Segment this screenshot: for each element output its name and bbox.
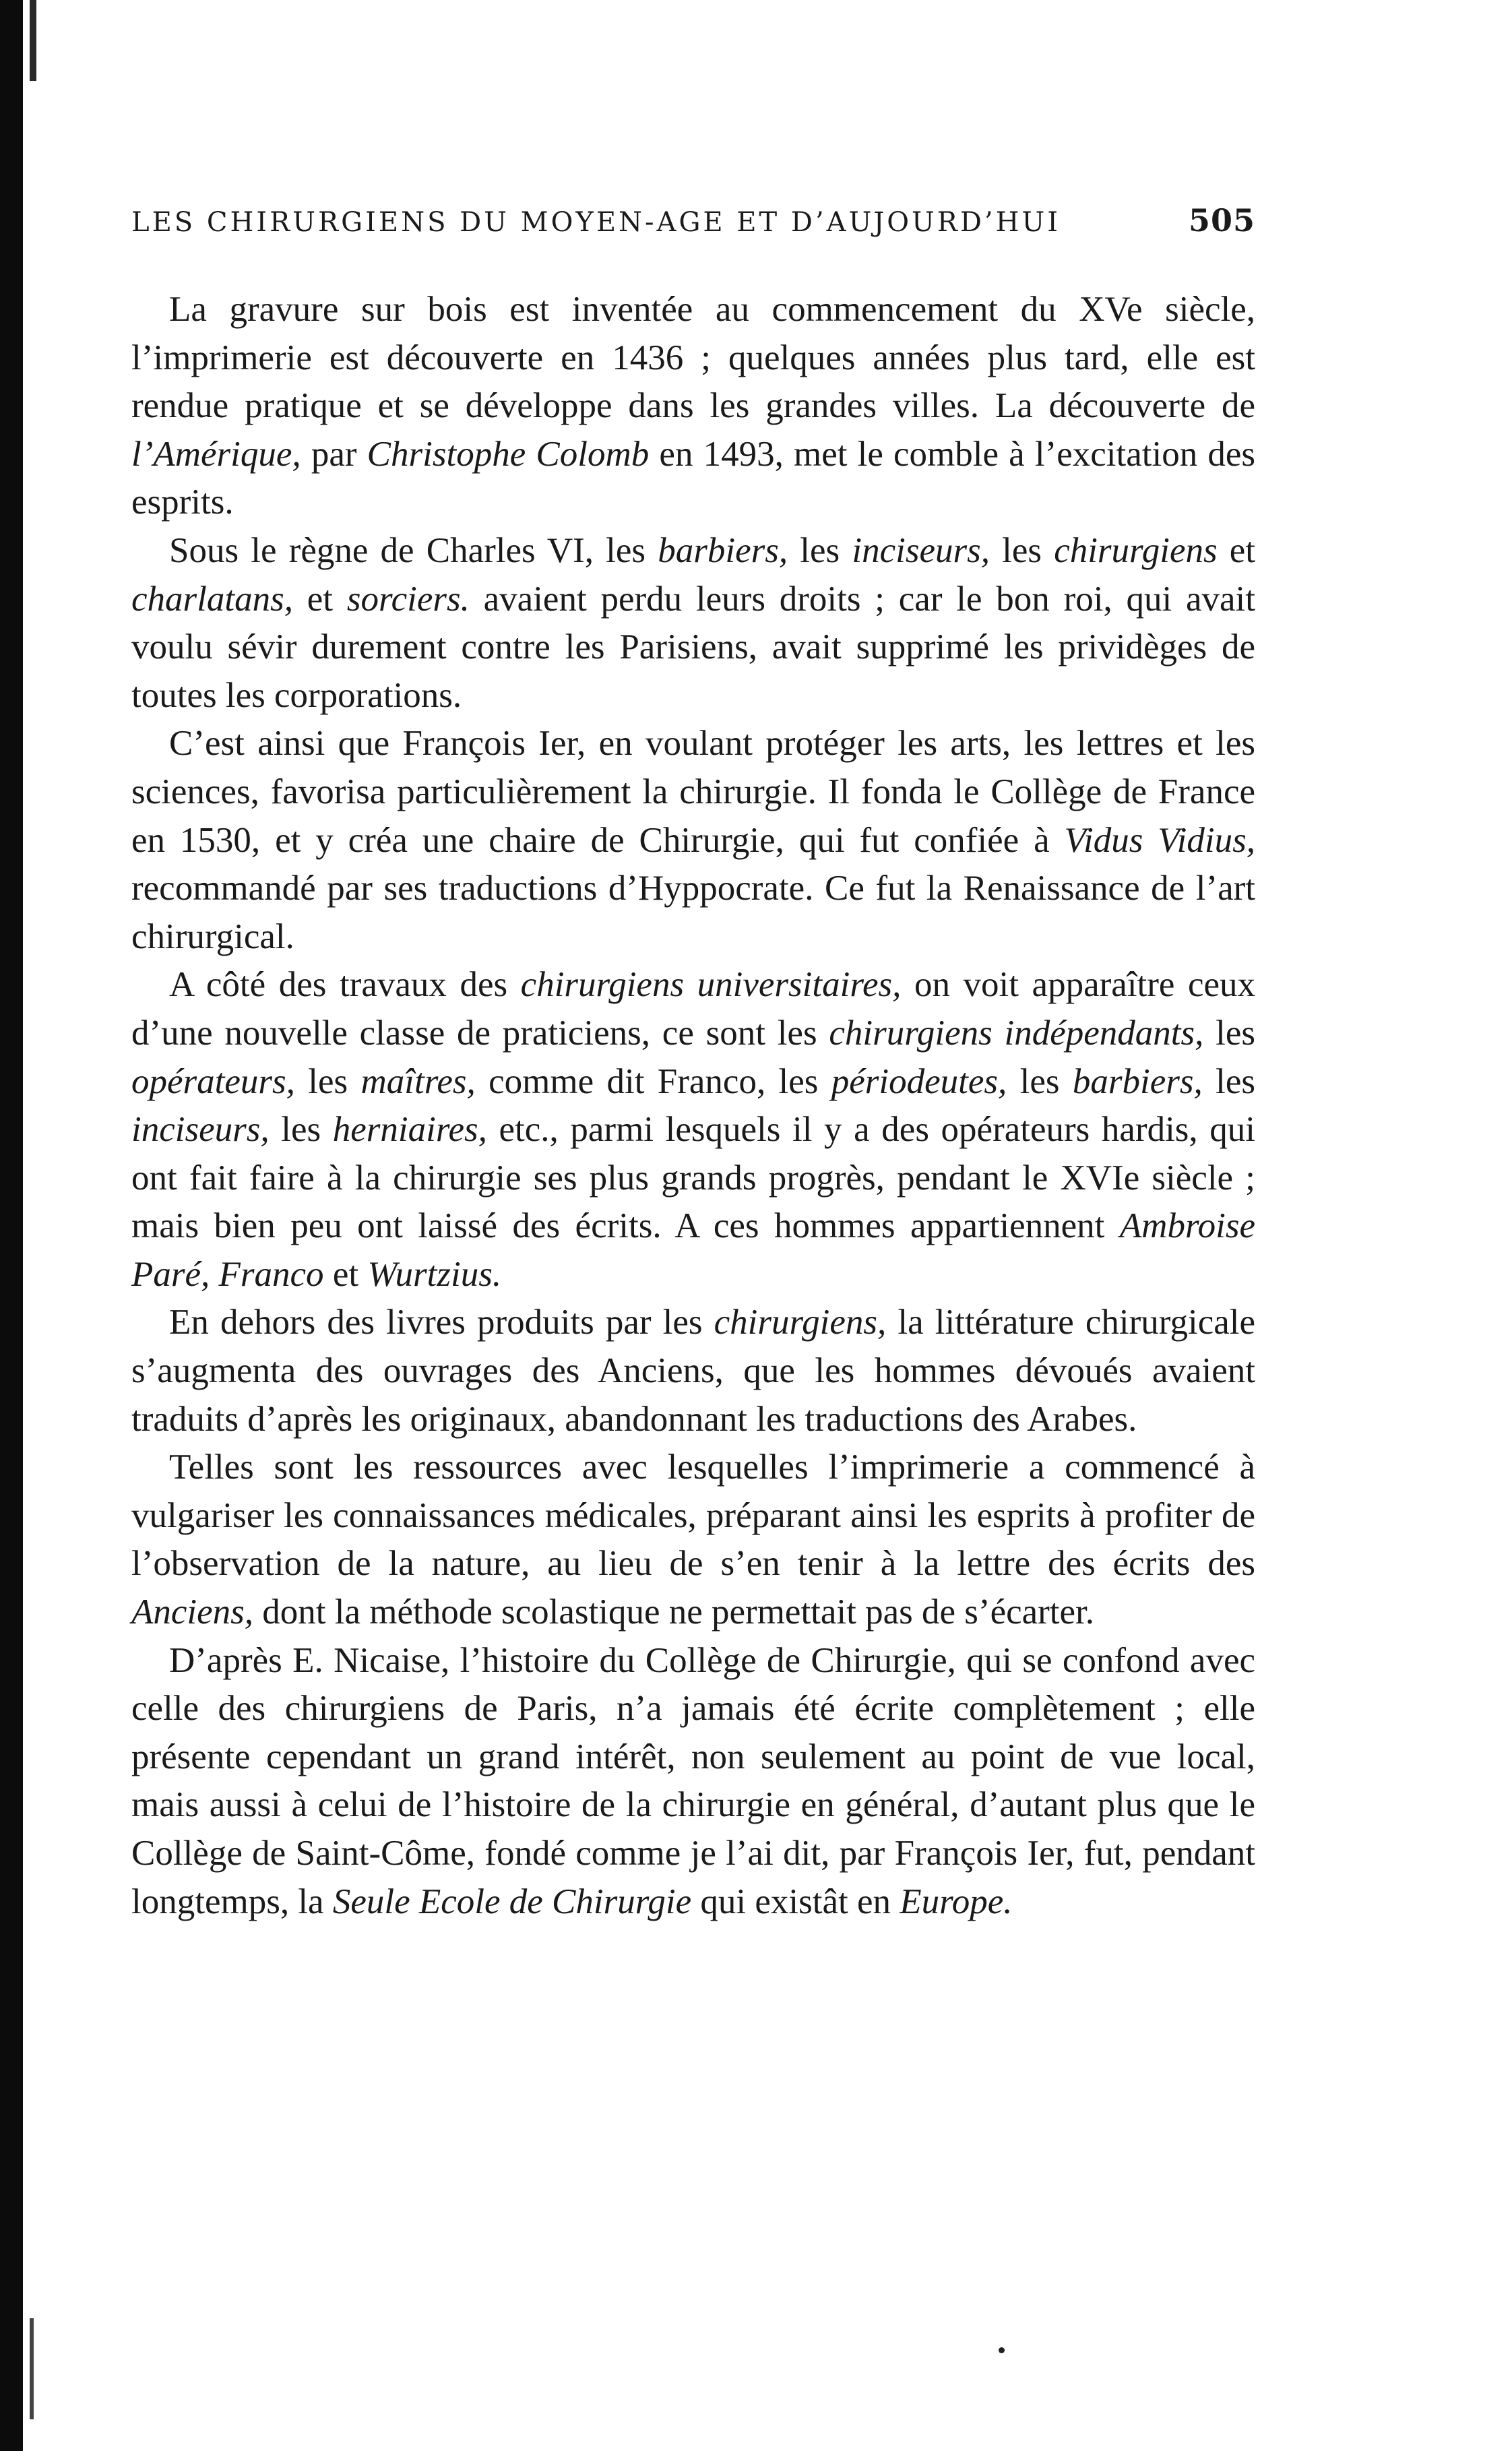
text-run: en 1493, met le comble à l’excitation des esprits. — [131, 434, 1255, 522]
italic-text: opérateurs, — [131, 1061, 295, 1101]
italic-text: charlatans, — [131, 579, 293, 619]
paragraph — [131, 1444, 1255, 1636]
text-run: Sous le règne de Charles VI, les — [169, 530, 658, 570]
text-run: La gravure sur bois est inventée au commencement du XVe siècle, l’imprimerie est découverte en 1436 ; quelques années plus tard, elle est rendue pratique et se développe dans les grandes villes. La découverte de — [131, 290, 1255, 426]
paragraph — [131, 1637, 1255, 1927]
text-run: les — [989, 530, 1054, 570]
text-run: et — [292, 579, 347, 619]
text-run: recommandé par ses traductions d’Hyppocrate. Ce fut la Renaissance de l’art chirurgical. — [131, 869, 1255, 956]
text-run: on voit apparaître ceux d’une nouvelle classe de praticiens, ce sont les — [131, 965, 1255, 1053]
text-run: les — [788, 530, 852, 570]
running-head-title: LES CHIRURGIENS DU MOYEN-AGE ET D’AUJOURD’HUI — [131, 207, 1061, 238]
italic-text: chirurgiens indépendants, — [829, 1013, 1204, 1053]
text-run: En dehors des livres produits par les — [169, 1303, 714, 1342]
ink-dot — [999, 2347, 1005, 2353]
italic-text: l’Amérique, — [131, 434, 301, 474]
book-page — [131, 202, 1255, 1926]
text-run: et — [323, 1254, 368, 1294]
text-run: A côté des travaux des — [169, 965, 521, 1005]
body-text — [131, 286, 1255, 1926]
italic-text: Ambroise Paré, Franco — [131, 1206, 1255, 1294]
italic-text: Christophe Colomb — [367, 434, 650, 474]
running-head — [131, 202, 1255, 239]
italic-text: Europe. — [900, 1882, 1013, 1921]
text-run: avaient perdu leurs droits ; car le bon roi, qui avait voulu sévir durement contre les Parisiens, avait supprimé les prividèges de toutes les corporations. — [131, 579, 1255, 715]
text-run: la littérature chirurgicale s’augmenta des ouvrages des Anciens, que les hommes dévoués avaient traduits d’après les originaux, abandonnant les traductions des Arabes. — [131, 1303, 1255, 1439]
text-run: D’après E. Nicaise, l’histoire du Collège de Chirurgie, qui se confond avec celle des chirurgiens de Paris, n’a jamais été écrite complètement ; elle présente cependant un grand intérêt, non seulement au point de vue local, mais aussi à celui de l’histoire de la chirurgie en général, d’autant plus que le Collège de Saint-Côme, fondé comme je l’ai dit, par François Ier, fut, pendant longtemps, la — [131, 1640, 1255, 1921]
text-run: et — [1217, 530, 1256, 570]
text-run: C’est ainsi que François Ier, en voulant protéger les arts, les lettres et les sciences, favorisa particulièrement la chirurgie. Il fonda le Collège de France en 1530, et y créa une chaire de Chirurgie, qui fut confiée à — [131, 724, 1255, 860]
text-run: les — [1007, 1061, 1073, 1101]
page-number: 505 — [1188, 202, 1255, 239]
italic-text: Vidus Vidius, — [1064, 820, 1255, 860]
italic-text: chirurgiens universitaires, — [520, 965, 902, 1005]
scan-artifact — [30, 0, 36, 81]
text-run: les — [269, 1110, 333, 1150]
text-run: qui existât en — [691, 1882, 900, 1921]
italic-text: barbiers, — [1072, 1061, 1203, 1101]
italic-text: chirurgiens — [1054, 530, 1218, 570]
italic-text: chirurgiens, — [714, 1303, 887, 1342]
text-run: les — [1202, 1061, 1256, 1101]
italic-text: herniaires, — [332, 1110, 487, 1150]
italic-text: Anciens, — [131, 1592, 254, 1632]
italic-text: sorciers. — [346, 579, 470, 619]
text-run: Telles sont les ressources avec lesquelles l’imprimerie a commencé à vulgariser les connaissances médicales, préparant ainsi les esprits à profiter de l’observation de la nature, au lieu de s’en tenir à la lettre des écrits des — [131, 1448, 1255, 1584]
paragraph — [131, 286, 1255, 527]
paragraph — [131, 1299, 1255, 1444]
text-run: les — [294, 1061, 361, 1101]
text-run: par — [301, 434, 367, 474]
text-run: les — [1203, 1013, 1256, 1053]
italic-text: périodeutes, — [831, 1061, 1007, 1101]
text-run: etc., parmi lesquels il y a des opérateurs hardis, qui ont fait faire à la chirurgie ses plus grands progrès, pendant le XVIe siècle ; mais bien peu ont laissé des écrits. A ces hommes appartiennent — [131, 1110, 1256, 1246]
italic-text: Seule Ecole de Chirurgie — [332, 1882, 692, 1921]
italic-text: barbiers, — [658, 530, 788, 570]
italic-text: maîtres, — [360, 1061, 476, 1101]
paragraph — [131, 527, 1255, 720]
italic-text: inciseurs, — [852, 530, 990, 570]
paragraph — [131, 720, 1255, 961]
italic-text: inciseurs, — [131, 1110, 270, 1150]
text-run: dont la méthode scolastique ne permettait pas de s’écarter. — [253, 1592, 1095, 1632]
text-run: comme dit Franco, les — [475, 1061, 831, 1101]
italic-text: Wurtzius. — [367, 1254, 502, 1294]
paragraph — [131, 961, 1255, 1299]
scan-border — [0, 0, 23, 2451]
scan-artifact — [30, 2318, 34, 2419]
